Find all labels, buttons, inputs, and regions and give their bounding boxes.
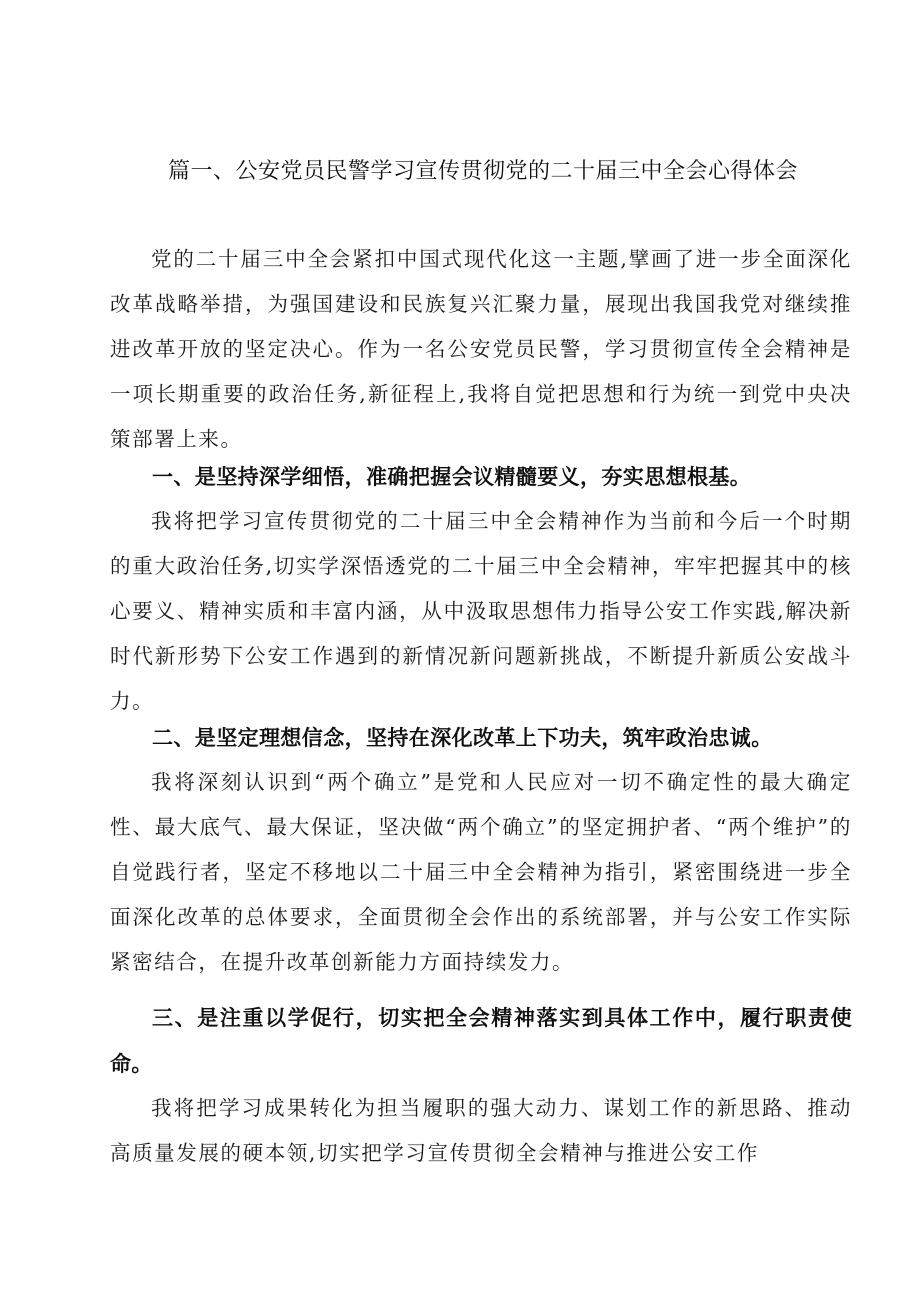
section-heading-2: 二、是坚定理想信念，坚持在深化改革上下功夫，筑牢政治忠诚。 <box>152 726 773 750</box>
section-heading-3: 三、是注重以学促行，切实把全会精神落实到具体工作中，履行职责使命。 <box>110 1006 852 1076</box>
paragraph-section-1: 我将把学习宣传贯彻党的二十届三中全会精神作为当前和今后一个时期的重大政治任务,切实学深悟透党的二十届三中全会精神，牢牢把握其中的核心要义、精神实质和丰富内涵，从中汲取思想伟力指导公安工作实践,解决新时代新形势下公安工作遇到的新情况新问题新挑战，不断提升新质公安战斗力。 <box>110 509 852 713</box>
paragraph-intro: 党的二十届三中全会紧扣中国式现代化这一主题,擘画了进一步全面深化改革战略举措，为强国建设和民族复兴汇聚力量，展现出我国我党对继续推进改革开放的坚定决心。作为一名公安党员民警，学习贯彻宣传全会精神是一项长期重要的政治任务,新征程上,我将自觉把思想和行为统一到党中央决策部署上来。 <box>110 247 852 451</box>
paragraph-section-2: 我将深刻认识到“两个确立”是党和人民应对一切不确定性的最大确定性、最大底气、最大保证，坚决做“两个确立”的坚定拥护者、“两个维护”的自觉践行者，坚定不移地以二十届三中全会精神为指引，紧密围绕进一步全面深化改革的总体要求，全面贯彻全会作出的系统部署，并与公安工作实际紧密结合，在提升改革创新能力方面持续发力。 <box>110 770 852 974</box>
document-title: 篇一、公安党员民警学习宣传贯彻党的二十届三中全会心得体会 <box>168 159 799 184</box>
section-heading-1: 一、是坚持深学细悟，准确把握会议精髓要义，夯实思想根基。 <box>152 465 752 489</box>
paragraph-section-3: 我将把学习成果转化为担当履职的强大动力、谋划工作的新思路、推动高质量发展的硬本领,切实把学习宣传贯彻全会精神与推进公安工作 <box>110 1096 852 1165</box>
